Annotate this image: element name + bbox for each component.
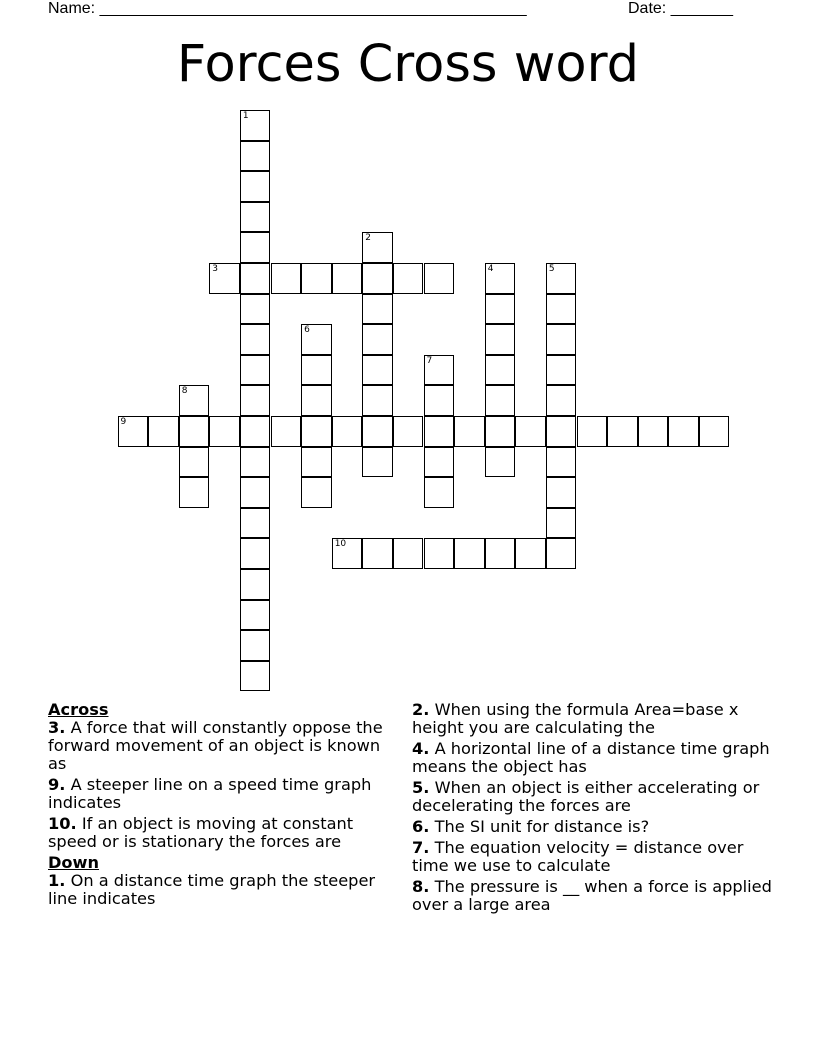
grid-cell[interactable] [362, 416, 393, 447]
grid-cell[interactable] [301, 416, 332, 447]
grid-cell[interactable] [209, 263, 240, 294]
cell-number: 8 [181, 386, 188, 397]
clue-text: A horizontal line of a distance time graph means the object has [412, 739, 770, 776]
clue-across-3 [48, 719, 398, 773]
clue-text: When an object is either accelerating or decelerating the forces are [412, 778, 760, 815]
grid-cell[interactable] [271, 263, 302, 294]
page-title: Forces Cross word [176, 35, 640, 94]
clue-number: 2. [412, 700, 430, 719]
grid-cell[interactable] [546, 263, 577, 294]
grid-cell[interactable] [240, 171, 271, 202]
grid-cell[interactable] [362, 232, 393, 263]
name-label: Name: [48, 0, 96, 17]
clue-across-10 [48, 815, 398, 851]
grid-cell[interactable] [240, 600, 271, 631]
grid-cell[interactable] [393, 416, 424, 447]
grid-cell[interactable] [179, 385, 210, 416]
grid-cell[interactable] [179, 416, 210, 447]
clue-number: 3. [48, 718, 66, 737]
name-field[interactable]: ________________________________________________ [99, 0, 527, 17]
grid-cell[interactable] [424, 538, 455, 569]
grid-cell[interactable] [240, 141, 271, 172]
grid-cell[interactable] [240, 355, 271, 386]
clue-number: 8. [412, 877, 430, 896]
grid-cell[interactable] [118, 416, 149, 447]
grid-cell[interactable] [240, 477, 271, 508]
clue-number: 6. [412, 817, 430, 836]
grid-cell[interactable] [485, 324, 516, 355]
clue-number: 7. [412, 838, 430, 857]
grid-cell[interactable] [546, 355, 577, 386]
clue-text: The SI unit for distance is? [434, 817, 650, 836]
grid-cell[interactable] [546, 447, 577, 478]
grid-cell[interactable] [546, 385, 577, 416]
grid-cell[interactable] [393, 263, 424, 294]
grid-cell[interactable] [240, 508, 271, 539]
date-field[interactable]: _______ [670, 0, 733, 17]
grid-cell[interactable] [240, 661, 271, 692]
grid-cell[interactable] [546, 477, 577, 508]
clue-text: A steeper line on a speed time graph indicates [48, 775, 372, 812]
clue-number: 10. [48, 814, 77, 833]
grid-cell[interactable] [301, 477, 332, 508]
cell-number: 3 [212, 264, 219, 274]
grid-cell[interactable] [362, 294, 393, 325]
cell-number: 6 [304, 325, 310, 336]
grid-cell[interactable] [301, 324, 332, 355]
grid-cell[interactable] [332, 263, 363, 294]
grid-cell[interactable] [240, 263, 271, 294]
grid-cell[interactable] [485, 416, 516, 447]
grid-cell[interactable] [699, 416, 730, 447]
grid-cell[interactable] [332, 416, 363, 447]
clue-number: 1. [48, 871, 66, 890]
date-label: Date: [628, 0, 667, 17]
grid-cell[interactable] [515, 538, 546, 569]
grid-cell[interactable] [424, 355, 455, 386]
grid-cell[interactable] [515, 416, 546, 447]
grid-cell[interactable] [454, 416, 485, 447]
grid-cell[interactable] [546, 294, 577, 325]
grid-cell[interactable] [362, 385, 393, 416]
grid-cell[interactable] [485, 294, 516, 325]
grid-cell[interactable] [424, 447, 455, 478]
grid-cell[interactable] [607, 416, 638, 447]
clue-down-5 [412, 779, 777, 815]
grid-cell[interactable] [240, 538, 271, 569]
clues-right-column [412, 701, 777, 917]
clues-left-column [48, 701, 398, 911]
grid-cell[interactable] [546, 324, 577, 355]
grid-cell[interactable] [546, 416, 577, 447]
clue-down-1 [48, 872, 398, 908]
cell-number: 7 [426, 355, 433, 366]
cell-number: 2 [365, 233, 372, 244]
grid-cell[interactable] [424, 263, 455, 294]
grid-cell[interactable] [485, 263, 516, 294]
grid-cell[interactable] [240, 324, 271, 355]
clue-text: A force that will constantly oppose the forward movement of an object is known as [48, 718, 383, 773]
cell-number: 1 [242, 111, 249, 121]
grid-cell[interactable] [424, 477, 455, 508]
clue-text: If an object is moving at constant speed or is stationary the forces are [48, 814, 354, 851]
grid-cell[interactable] [240, 569, 271, 600]
grid-cell[interactable] [301, 263, 332, 294]
clue-text: When using the formula Area=base x height you are calculating the [412, 700, 739, 737]
grid-cell[interactable] [485, 538, 516, 569]
grid-cell[interactable] [424, 385, 455, 416]
cell-number: 9 [120, 417, 127, 427]
clue-number: 9. [48, 775, 66, 794]
grid-cell[interactable] [362, 355, 393, 386]
clue-text: On a distance time graph the steeper line indicates [48, 871, 376, 908]
grid-cell[interactable] [271, 416, 302, 447]
grid-cell[interactable] [577, 416, 608, 447]
grid-cell[interactable] [179, 447, 210, 478]
grid-cell[interactable] [301, 385, 332, 416]
clue-down-2 [412, 701, 777, 737]
clue-down-6 [412, 818, 777, 836]
grid-cell[interactable] [546, 538, 577, 569]
grid-cell[interactable] [485, 447, 516, 478]
grid-cell[interactable] [209, 416, 240, 447]
grid-cell[interactable] [393, 538, 424, 569]
cell-number: 4 [487, 264, 494, 274]
cell-number: 10 [334, 539, 347, 550]
grid-cell[interactable] [240, 294, 271, 325]
grid-cell[interactable] [240, 385, 271, 416]
grid-cell[interactable] [424, 416, 455, 447]
down-heading: Down [48, 853, 100, 872]
grid-cell[interactable] [362, 324, 393, 355]
clue-down-8 [412, 878, 777, 914]
grid-cell[interactable] [240, 416, 271, 447]
clue-text: The pressure is __ when a force is applied over a large area [412, 877, 772, 914]
header-line [48, 0, 748, 20]
grid-cell[interactable] [240, 232, 271, 263]
cell-number: 5 [548, 264, 555, 274]
grid-cell[interactable] [240, 202, 271, 233]
grid-cell[interactable] [301, 447, 332, 478]
grid-cell[interactable] [454, 538, 485, 569]
grid-cell[interactable] [485, 385, 516, 416]
grid-cell[interactable] [485, 355, 516, 386]
grid-cell[interactable] [546, 508, 577, 539]
grid-cell[interactable] [240, 110, 271, 141]
grid-cell[interactable] [301, 355, 332, 386]
grid-cell[interactable] [148, 416, 179, 447]
clue-down-7 [412, 839, 777, 875]
clue-number: 5. [412, 778, 430, 797]
clue-number: 4. [412, 739, 430, 758]
grid-cell[interactable] [362, 447, 393, 478]
grid-cell[interactable] [362, 263, 393, 294]
grid-cell[interactable] [240, 447, 271, 478]
grid-cell[interactable] [332, 538, 363, 569]
grid-cell[interactable] [179, 477, 210, 508]
clue-across-9 [48, 776, 398, 812]
clue-text: The equation velocity = distance over time we use to calculate [412, 838, 744, 875]
grid-cell[interactable] [240, 630, 271, 661]
grid-cell[interactable] [362, 538, 393, 569]
grid-cell[interactable] [668, 416, 699, 447]
grid-cell[interactable] [638, 416, 669, 447]
across-heading: Across [48, 700, 109, 719]
clue-down-4 [412, 740, 777, 776]
